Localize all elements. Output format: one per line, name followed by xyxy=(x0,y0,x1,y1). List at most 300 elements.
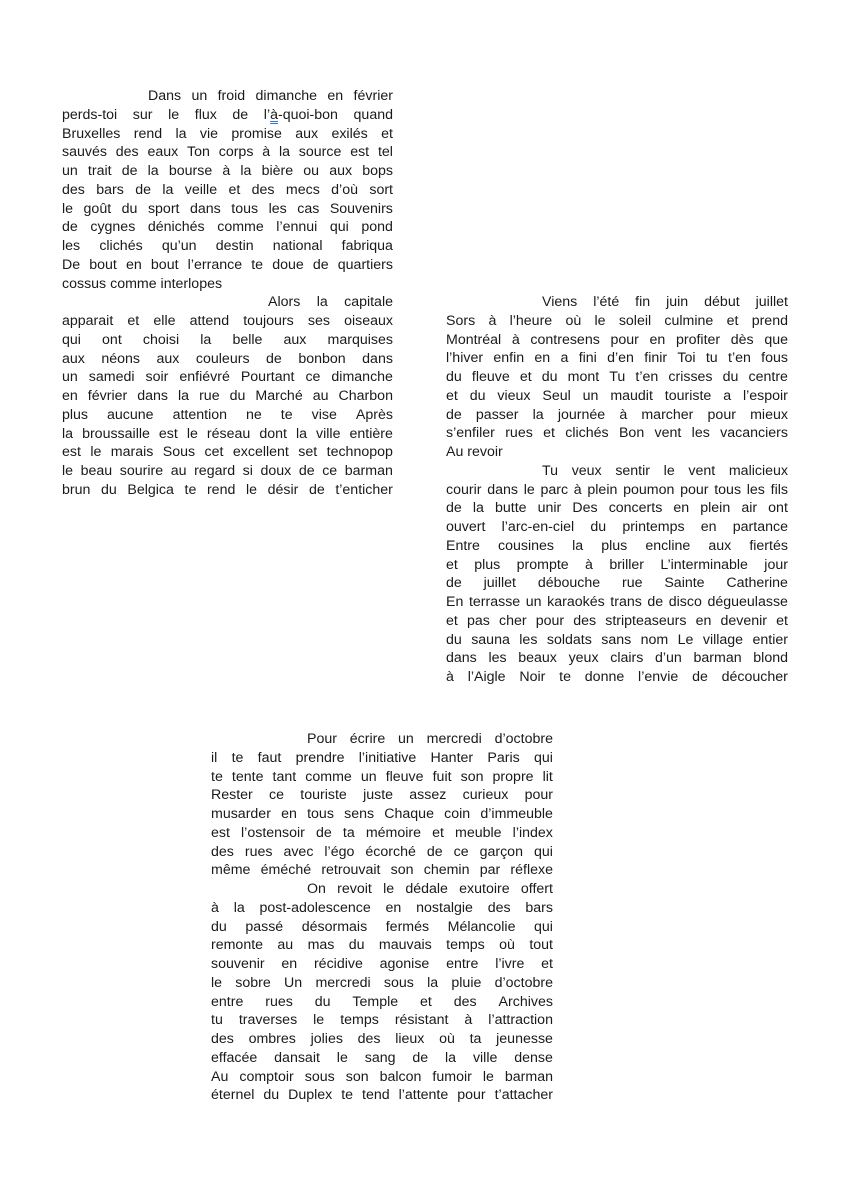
word: les xyxy=(62,238,81,254)
word: les xyxy=(488,650,507,667)
text-line xyxy=(62,312,393,331)
word: plein xyxy=(587,481,618,498)
word: où xyxy=(565,312,582,329)
word: stripteaseurs xyxy=(605,612,687,629)
word: fuit xyxy=(432,768,452,785)
word: a xyxy=(723,387,732,404)
word: de xyxy=(298,463,315,479)
word: couleurs xyxy=(195,350,250,367)
text-line xyxy=(446,368,788,387)
word: Tu xyxy=(542,462,559,479)
word: trans xyxy=(610,594,642,610)
word: post-adolescence xyxy=(259,899,371,916)
word: février xyxy=(87,388,128,404)
word: réseau xyxy=(206,425,251,442)
word: en xyxy=(673,500,690,517)
word: terrasse xyxy=(468,594,521,610)
text-line xyxy=(62,218,393,237)
word: aux xyxy=(62,350,85,367)
word: est xyxy=(62,444,81,461)
word: les xyxy=(746,481,765,498)
text-line xyxy=(211,955,553,974)
word: corps xyxy=(218,144,254,161)
word: sur xyxy=(132,106,153,123)
word: en xyxy=(327,88,344,104)
word: l’envie xyxy=(638,669,679,685)
word: un xyxy=(582,387,599,404)
word: aucune xyxy=(107,406,154,423)
word: la xyxy=(445,1049,457,1066)
word: jolies xyxy=(310,1031,343,1047)
word: de xyxy=(446,406,462,423)
word: de xyxy=(312,256,329,273)
word: dans xyxy=(137,388,168,404)
word: traverses xyxy=(238,1012,298,1029)
word: attend xyxy=(189,313,230,329)
text-line xyxy=(62,256,393,275)
word: t’en xyxy=(728,350,751,367)
word: néons xyxy=(101,350,141,367)
word: Noir xyxy=(519,669,546,685)
word: tente xyxy=(231,768,264,785)
word: courir xyxy=(446,481,482,498)
word: finir xyxy=(644,350,668,367)
word: d’où xyxy=(331,181,358,198)
word: vent xyxy=(688,462,716,479)
word: d’octobre xyxy=(494,974,553,991)
word: Après xyxy=(355,406,393,423)
word: dont xyxy=(259,425,287,442)
word: désir xyxy=(267,481,299,498)
word: journée xyxy=(557,406,606,423)
word: mieux xyxy=(750,406,788,423)
word: revoit xyxy=(337,881,372,897)
word: effacée xyxy=(211,1049,258,1066)
word: de xyxy=(121,163,138,179)
word: dans xyxy=(362,350,393,367)
word: des xyxy=(357,1031,381,1047)
word: t’en xyxy=(635,369,659,385)
word: Archives xyxy=(498,993,553,1010)
word: qui xyxy=(329,219,349,236)
word: goût xyxy=(83,200,112,217)
text-line xyxy=(446,406,788,425)
word: te xyxy=(341,1087,354,1104)
word: de xyxy=(412,1049,429,1066)
word: bops xyxy=(362,163,393,179)
word: début xyxy=(704,294,740,310)
word: ce xyxy=(269,787,285,804)
word: débouche xyxy=(537,575,601,592)
word: promise xyxy=(231,125,282,142)
word: pluie xyxy=(451,974,482,991)
text-line xyxy=(62,200,393,219)
word: ville xyxy=(316,425,341,442)
word: l’attraction xyxy=(488,1012,553,1029)
word: la xyxy=(162,181,174,198)
word: le xyxy=(62,200,74,217)
word: lit xyxy=(542,768,553,785)
word: poumon xyxy=(623,481,675,498)
word: un xyxy=(62,163,78,179)
word: du xyxy=(121,200,138,217)
word: du xyxy=(229,388,246,404)
word: Catherine xyxy=(726,575,788,592)
text-line xyxy=(446,349,788,368)
word: de xyxy=(266,350,282,367)
text-line xyxy=(62,368,393,387)
word: Mélancolie xyxy=(447,918,516,935)
word: du xyxy=(722,369,739,385)
word: dédale xyxy=(405,881,448,897)
word: eaux xyxy=(147,144,179,161)
word: la xyxy=(233,899,245,916)
word: et xyxy=(420,993,432,1010)
word: où xyxy=(499,937,515,954)
word: crisses xyxy=(668,369,713,385)
word: nostalgie xyxy=(416,899,473,916)
word: sous xyxy=(383,974,414,991)
word: Marché xyxy=(255,388,303,404)
word: doue xyxy=(272,256,304,273)
word: le xyxy=(186,425,198,442)
word: barman xyxy=(344,463,393,479)
word: fils xyxy=(770,481,788,498)
word: pond xyxy=(361,219,393,236)
word: des xyxy=(251,181,275,198)
word: un xyxy=(360,768,377,785)
text-line xyxy=(446,481,788,500)
word: bière xyxy=(261,163,294,179)
word: te xyxy=(559,669,571,685)
word: offert xyxy=(520,881,553,897)
word: tant xyxy=(272,768,297,785)
word: l’espoir xyxy=(742,387,788,404)
word: les xyxy=(519,631,538,648)
word: d’un xyxy=(655,650,682,667)
word: unir xyxy=(537,500,562,517)
word: fleuve xyxy=(471,369,510,385)
word: touriste xyxy=(300,787,347,804)
word: technopop xyxy=(326,444,393,461)
word: entier xyxy=(752,631,788,648)
text-line xyxy=(211,1049,553,1068)
word: temps xyxy=(340,1012,379,1029)
word: elle xyxy=(153,313,176,329)
stanza-paris-1 xyxy=(211,730,553,880)
word: l’été xyxy=(593,294,620,310)
word: marcher xyxy=(641,406,694,423)
word: désormais xyxy=(301,918,368,935)
word: ont xyxy=(768,500,788,517)
text-line xyxy=(211,974,553,993)
word: et xyxy=(127,313,140,329)
word: Pour xyxy=(307,731,337,747)
word: culmine xyxy=(664,312,714,329)
word: veille xyxy=(184,181,218,198)
word: son xyxy=(345,1068,369,1085)
word: passer xyxy=(475,406,519,423)
word: en xyxy=(695,612,712,629)
word: fabriqua xyxy=(341,238,393,254)
word: qui xyxy=(62,331,81,348)
word: ta xyxy=(342,824,355,841)
word: des xyxy=(211,1031,234,1047)
word: le xyxy=(663,462,675,479)
word: mercredi xyxy=(426,731,482,747)
word: si xyxy=(242,463,253,479)
poem-column-brussels xyxy=(62,87,393,500)
word: et xyxy=(726,312,739,329)
word: dimanche xyxy=(331,369,393,386)
word: pas xyxy=(466,612,490,629)
word: des xyxy=(62,181,85,198)
word: sauna xyxy=(471,631,510,648)
word: l’ostensoir xyxy=(241,824,305,841)
word: en xyxy=(534,350,551,367)
word: en xyxy=(385,899,402,916)
word: ce xyxy=(305,369,321,386)
word: qui xyxy=(534,918,553,935)
word: brun xyxy=(62,481,91,498)
text-line xyxy=(211,861,553,880)
word: mercredi xyxy=(315,974,371,991)
word: nom xyxy=(640,631,669,648)
text-line xyxy=(446,499,788,518)
word: d’immeuble xyxy=(480,806,553,822)
word: en xyxy=(649,331,666,348)
word: aux xyxy=(708,537,732,554)
text-line xyxy=(211,843,553,862)
word: bout xyxy=(89,256,117,273)
word: sous xyxy=(304,1068,335,1085)
word: le xyxy=(245,481,257,498)
word: est xyxy=(350,144,370,161)
word: touriste xyxy=(664,387,712,404)
word: a xyxy=(560,350,569,367)
stanza-montreal-1 xyxy=(446,293,788,462)
word: écorché xyxy=(365,843,416,860)
word: dégueulasse xyxy=(707,594,788,610)
word: son xyxy=(460,768,484,785)
word: Sors xyxy=(446,312,476,329)
word: cygnes xyxy=(90,219,136,236)
word: et xyxy=(381,125,393,142)
word: marquises xyxy=(327,331,393,348)
word: et xyxy=(228,181,241,198)
word: sourire xyxy=(119,463,164,479)
word: cet xyxy=(204,444,224,461)
word: ses xyxy=(307,313,330,329)
word: les xyxy=(268,200,287,217)
word: le xyxy=(523,481,535,498)
word: l’ennui xyxy=(276,219,318,236)
word: entre xyxy=(211,993,244,1010)
word: soir xyxy=(145,369,169,386)
word: Au xyxy=(211,1068,229,1085)
word: il xyxy=(211,749,218,766)
text-line xyxy=(62,162,393,181)
word: l’index xyxy=(512,824,553,841)
word: l’à-quoi-bon xyxy=(263,106,338,123)
text-line xyxy=(62,481,393,500)
word: le xyxy=(383,881,395,897)
word: mont xyxy=(567,369,600,385)
word: la xyxy=(175,125,187,142)
word: te xyxy=(184,481,197,498)
word: soldats xyxy=(546,631,592,648)
word: choisi xyxy=(142,331,180,348)
word: Pourtant xyxy=(240,369,295,386)
word: sauvés xyxy=(62,144,107,161)
word: dimanche xyxy=(255,88,318,104)
word: la xyxy=(240,163,252,179)
text-line xyxy=(211,899,553,918)
word: entre xyxy=(446,956,479,972)
word: s’enfiler xyxy=(446,425,495,442)
word: des xyxy=(115,144,139,161)
word: l’hiver xyxy=(446,350,484,367)
word: et xyxy=(519,369,532,385)
word: beaux xyxy=(518,650,557,667)
word: regard xyxy=(194,463,236,479)
word: la xyxy=(472,500,484,517)
word: marais xyxy=(110,444,154,461)
word: l’Aigle xyxy=(467,669,506,685)
text-line xyxy=(446,331,788,350)
word: les xyxy=(691,425,710,442)
word: parc xyxy=(540,481,569,498)
word: juste xyxy=(363,787,394,804)
word: en xyxy=(281,806,297,822)
word: Temple xyxy=(352,993,399,1010)
word: ombres xyxy=(248,1031,296,1047)
word: bout xyxy=(150,256,179,273)
word: des xyxy=(573,612,597,629)
word: pour xyxy=(680,481,709,498)
word: la xyxy=(178,388,190,404)
word: agonise xyxy=(379,956,430,972)
text-line xyxy=(211,730,553,749)
word: exutoire xyxy=(459,881,510,897)
word: Chaque xyxy=(384,806,434,822)
spellcheck-underline[interactable]: à xyxy=(270,106,278,123)
word: propre xyxy=(492,768,534,785)
word: Toi xyxy=(677,350,696,367)
word: ont xyxy=(102,331,122,348)
word: En xyxy=(446,594,464,610)
word: Viens xyxy=(542,294,578,310)
word: en xyxy=(126,256,142,273)
text-line xyxy=(446,556,788,575)
word: de xyxy=(316,824,332,841)
word: rue xyxy=(621,575,643,592)
word: ce xyxy=(322,463,338,479)
word: sens xyxy=(344,806,375,822)
word: sort xyxy=(369,181,393,198)
word: oiseaux xyxy=(344,313,393,329)
word: balcon xyxy=(379,1068,422,1085)
word: village xyxy=(702,631,744,648)
word: jour xyxy=(764,556,788,573)
word: et xyxy=(776,612,788,629)
word: disco xyxy=(668,594,702,610)
text-line xyxy=(211,824,553,843)
word: au xyxy=(277,937,294,954)
word: juin xyxy=(666,294,689,310)
word: aux xyxy=(329,163,353,179)
word: à xyxy=(211,899,219,916)
word: pour xyxy=(610,331,639,348)
word: devenir xyxy=(720,612,768,629)
word: de xyxy=(308,481,325,498)
word: faut xyxy=(257,749,282,766)
text-line xyxy=(211,1068,553,1087)
word: barman xyxy=(693,650,742,667)
word: t’enticher xyxy=(335,481,393,498)
text-line xyxy=(446,462,788,481)
word: printemps xyxy=(622,519,685,535)
word: tu xyxy=(211,1012,223,1029)
word: centre xyxy=(748,369,788,385)
word: éméché xyxy=(260,862,312,879)
text-line xyxy=(62,350,393,369)
word: fini xyxy=(578,350,597,367)
word: son xyxy=(390,862,414,879)
word: cousines xyxy=(498,537,554,554)
word: plein xyxy=(700,500,731,517)
word: vieux xyxy=(497,387,531,404)
word: fiertés xyxy=(749,537,788,554)
word: d’en xyxy=(607,350,634,367)
word: veux xyxy=(571,462,602,479)
word: du xyxy=(469,387,486,404)
word: de xyxy=(426,843,443,860)
word: à xyxy=(585,556,593,573)
word: tous xyxy=(231,200,259,217)
word: le xyxy=(62,463,74,479)
word: ou xyxy=(303,163,320,179)
word: à xyxy=(222,163,231,179)
word: temps xyxy=(446,937,485,954)
word: Bruxelles xyxy=(62,125,121,142)
word: rues xyxy=(244,843,273,860)
word: sans xyxy=(601,631,632,648)
word: mémoire xyxy=(365,824,421,841)
word: tel xyxy=(377,144,393,161)
word: la xyxy=(200,331,212,348)
stanza-paris-2 xyxy=(211,880,553,1105)
word: ce xyxy=(453,843,469,860)
word: à xyxy=(464,1012,473,1029)
word: de xyxy=(647,594,664,610)
word: le xyxy=(313,1012,325,1029)
text-line xyxy=(211,805,553,824)
word: donne xyxy=(584,669,625,685)
text-line xyxy=(446,312,788,331)
word: et xyxy=(446,612,458,629)
word: concerts xyxy=(608,500,663,517)
word: mas xyxy=(307,937,335,954)
text-line: cossus comme interlopes xyxy=(62,275,223,292)
word: bonbon xyxy=(298,350,346,367)
word: maudit xyxy=(610,387,653,404)
word: du xyxy=(314,993,331,1010)
text-line xyxy=(446,649,788,668)
word: le xyxy=(90,444,102,461)
word: source xyxy=(298,144,342,161)
word: en xyxy=(281,956,298,972)
